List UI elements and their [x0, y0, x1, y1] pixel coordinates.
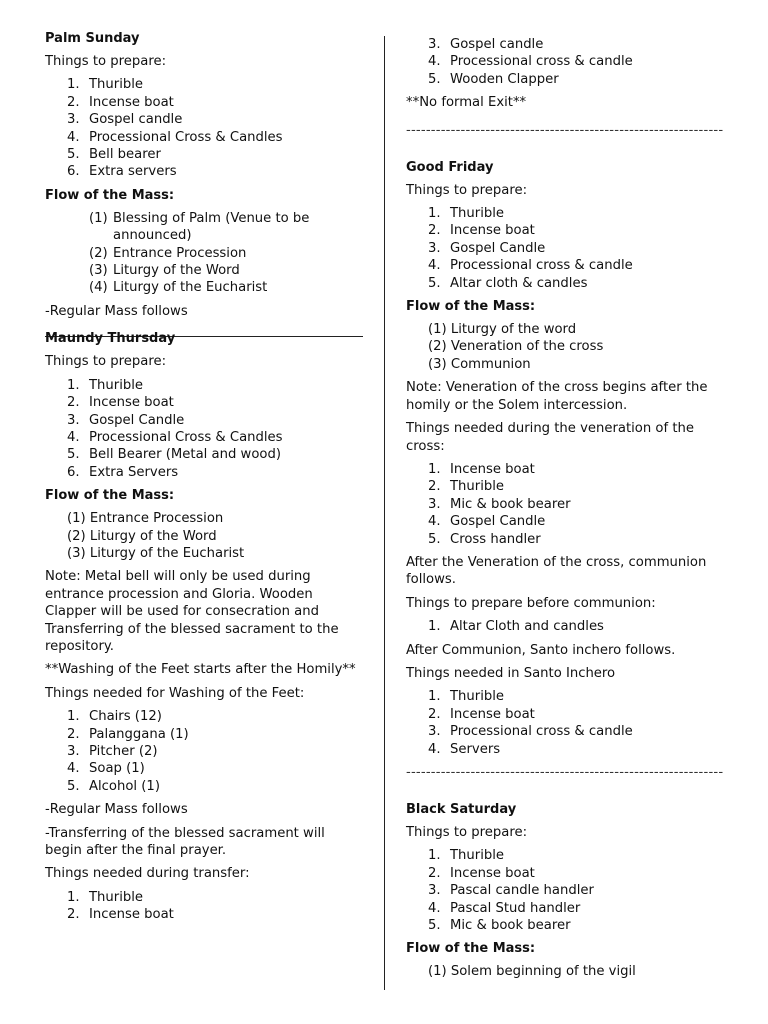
list-item-text: Processional Cross & Candles — [89, 129, 283, 145]
list-item-text: Servers — [450, 741, 501, 757]
maundy-washing-note: **Washing of the Feet starts after the Homily** — [45, 662, 356, 678]
maundy-transfer-label: Things needed during transfer: — [45, 866, 250, 882]
list-number: 4. — [67, 129, 80, 145]
list-number: 6. — [67, 464, 80, 480]
list-item — [406, 531, 724, 548]
list-number: 2. — [67, 395, 80, 411]
palm-sunday-heading: Palm Sunday — [45, 31, 140, 46]
list-number: 1. — [428, 848, 441, 864]
list-item — [406, 478, 724, 495]
list-item-text: Thurible — [450, 206, 505, 222]
list-item-text: Thurible — [450, 479, 505, 495]
maundy-transfer-list-b — [406, 36, 724, 88]
list-item-text: Extra Servers — [89, 464, 179, 480]
maundy-note: Note: Metal bell will only be used during entrance procession and Gloria. Wooden Clapper will be used for consecration and Transferring of the blessed sacrament to the repository. — [45, 569, 339, 654]
list-item — [406, 36, 724, 53]
list-number: 3. — [67, 744, 80, 759]
friday-veneration-label: Things needed during the veneration of the cross: — [406, 421, 694, 454]
list-item-text: Gospel Candle — [89, 412, 185, 428]
list-number: 2. — [67, 726, 80, 742]
friday-after-veneration: After the Veneration of the cross, communion follows. — [406, 554, 707, 588]
list-item-text: Processional cross & candle — [450, 54, 633, 70]
list-item-text: Processional Cross & Candles — [89, 429, 283, 445]
list-item — [406, 723, 724, 740]
maundy-thursday-heading: Maundy Thursday — [45, 331, 176, 347]
list-number: 2. — [428, 223, 441, 239]
list-item — [45, 111, 363, 128]
list-item-text: Incense boat — [450, 223, 535, 239]
list-number: 1. — [67, 889, 80, 905]
list-item-text: Incense boat — [450, 865, 535, 881]
saturday-prepare-label: Things to prepare: — [406, 825, 528, 840]
list-item-text: Thurible — [89, 889, 144, 905]
list-item: (2) Liturgy of the Word — [67, 528, 217, 544]
list-number: 5. — [428, 275, 441, 291]
list-item-text: Incense boat — [89, 395, 174, 411]
list-item-text: Thurible — [89, 377, 144, 393]
list-item-text: Incense boat — [89, 907, 174, 923]
list-item — [406, 71, 724, 88]
friday-veneration-list — [406, 461, 724, 548]
maundy-washing-list — [45, 708, 363, 795]
list-item — [45, 129, 363, 146]
list-item-text: Altar Cloth and candles — [450, 619, 604, 635]
friday-flow-list — [406, 321, 724, 373]
list-item — [406, 882, 724, 899]
friday-before-comm-list — [406, 618, 724, 635]
list-number: 2. — [428, 706, 441, 722]
list-item-text: Palanggana (1) — [89, 726, 189, 742]
list-item — [406, 240, 724, 257]
list-number: 4. — [428, 741, 441, 757]
list-number: 3. — [428, 37, 441, 52]
list-item-text: Altar cloth & candles — [450, 275, 588, 291]
list-item-text: Cross handler — [450, 531, 541, 547]
palm-footer: -Regular Mass follows — [45, 303, 188, 319]
list-item: (1) Solem beginning of the vigil — [428, 964, 636, 980]
saturday-flow-list — [406, 963, 724, 980]
maundy-transfer-note: -Transferring of the blessed sacrament will begin after the final prayer. — [45, 825, 325, 859]
list-item-text: Mic & book bearer — [450, 918, 571, 934]
list-number: 4. — [428, 54, 441, 70]
list-item — [45, 76, 363, 93]
list-item — [45, 889, 363, 906]
list-number: 4. — [428, 514, 441, 530]
list-item: (1) Blessing of Palm (Venue to be announced) — [89, 210, 310, 244]
list-number: 5. — [67, 147, 80, 163]
list-item — [406, 688, 724, 705]
list-number: 5. — [67, 447, 80, 463]
maundy-transfer-list-a — [45, 889, 363, 924]
palm-prepare-label: Things to prepare: — [45, 54, 167, 69]
list-number: 3. — [428, 724, 441, 740]
list-item-text: Incense boat — [89, 94, 174, 110]
list-item-text: Incense boat — [450, 461, 535, 477]
friday-flow-heading: Flow of the Mass: — [406, 299, 536, 315]
list-item — [406, 917, 724, 934]
list-item-text: Thurible — [89, 77, 144, 93]
palm-flow-list — [45, 210, 363, 297]
list-item — [406, 496, 724, 513]
list-number: 1. — [428, 461, 441, 477]
list-number: 5. — [428, 71, 441, 87]
palm-prepare-list — [45, 76, 363, 180]
list-item-text: Thurible — [450, 689, 505, 705]
list-item: (4) Liturgy of the Eucharist — [89, 280, 268, 296]
list-item — [45, 146, 363, 163]
saturday-flow-heading: Flow of the Mass: — [406, 941, 536, 957]
list-item-text: Gospel Candle — [450, 514, 546, 530]
list-item-text: Gospel candle — [450, 37, 544, 52]
list-item — [45, 412, 363, 429]
list-item-text: Wooden Clapper — [450, 71, 559, 87]
list-item-text: Thurible — [450, 848, 505, 864]
list-item — [45, 429, 363, 446]
left-column — [45, 30, 363, 930]
list-item: (3) Communion — [428, 356, 531, 372]
list-item-text: Alcohol (1) — [89, 778, 160, 794]
list-item — [406, 257, 724, 274]
list-number: 2. — [428, 865, 441, 881]
list-item-text: Mic & book bearer — [450, 496, 571, 512]
list-item: (1) Liturgy of the word — [428, 322, 577, 338]
list-item — [45, 394, 363, 411]
good-friday-heading: Good Friday — [406, 159, 494, 175]
right-column — [406, 36, 724, 987]
list-item — [45, 94, 363, 111]
list-number: 2. — [67, 907, 80, 923]
list-item — [406, 618, 724, 635]
list-number: 1. — [67, 377, 80, 393]
list-item-text: Gospel candle — [89, 112, 183, 128]
list-item-text: Chairs (12) — [89, 709, 162, 725]
list-item — [406, 900, 724, 917]
list-item-text: Extra servers — [89, 164, 177, 180]
list-item — [45, 446, 363, 463]
list-number: 2. — [428, 479, 441, 495]
list-item — [45, 726, 363, 743]
list-number: 1. — [428, 689, 441, 705]
list-item: (2) Veneration of the cross — [428, 339, 604, 355]
list-number: 4. — [428, 258, 441, 274]
list-item-text: Gospel Candle — [450, 240, 546, 256]
list-number: 4. — [67, 429, 80, 445]
dashed-divider-2: ---------------------------------------------------------------- — [406, 765, 724, 780]
friday-prepare-label: Things to prepare: — [406, 182, 528, 198]
list-item — [45, 464, 363, 481]
dashed-divider: ---------------------------------------------------------------- — [406, 122, 724, 138]
list-item — [406, 865, 724, 882]
friday-inchero-list — [406, 688, 724, 758]
list-item-text: Processional cross & candle — [450, 724, 633, 740]
list-item — [45, 743, 363, 760]
list-item: (3) Liturgy of the Word — [89, 263, 240, 279]
maundy-flow-list — [45, 510, 363, 562]
list-number: 4. — [428, 900, 441, 916]
list-item — [406, 847, 724, 864]
list-number: 3. — [428, 496, 441, 512]
list-item: (2) Entrance Procession — [89, 245, 247, 261]
list-item — [45, 377, 363, 394]
saturday-prepare-list — [406, 847, 724, 934]
list-number: 5. — [428, 531, 441, 547]
list-number: 1. — [67, 77, 80, 93]
maundy-no-exit: **No formal Exit** — [406, 95, 527, 111]
list-item-text: Pascal candle handler — [450, 883, 594, 899]
palm-flow-heading: Flow of the Mass: — [45, 187, 175, 203]
black-saturday-heading: Black Saturday — [406, 802, 517, 817]
list-item — [406, 706, 724, 723]
list-item: (3) Liturgy of the Eucharist — [67, 545, 245, 561]
list-item — [45, 708, 363, 725]
list-number: 3. — [428, 240, 441, 256]
list-item — [406, 53, 724, 70]
list-item — [45, 760, 363, 777]
list-item-text: Pascal Stud handler — [450, 900, 581, 916]
list-number: 3. — [67, 112, 80, 128]
list-number: 5. — [428, 918, 441, 934]
friday-before-comm-label: Things to prepare before communion: — [406, 595, 656, 611]
list-number: 6. — [67, 164, 80, 180]
friday-prepare-list — [406, 205, 724, 292]
list-item — [406, 205, 724, 222]
maundy-prepare-label: Things to prepare: — [45, 354, 167, 370]
maundy-regular: -Regular Mass follows — [45, 802, 188, 818]
list-number: 1. — [428, 619, 441, 635]
list-item-text: Bell bearer — [89, 147, 161, 163]
list-item — [406, 222, 724, 239]
list-number: 3. — [428, 883, 441, 899]
list-number: 1. — [428, 206, 441, 222]
maundy-washing-label: Things needed for Washing of the Feet: — [45, 685, 305, 701]
list-number: 1. — [67, 709, 80, 725]
list-number: 4. — [67, 761, 80, 777]
list-item — [45, 906, 363, 923]
friday-note: Note: Veneration of the cross begins after the homily or the Solem intercession. — [406, 380, 708, 413]
list-item: (1) Entrance Procession — [67, 511, 224, 527]
list-number: 3. — [67, 412, 80, 428]
maundy-flow-heading: Flow of the Mass: — [45, 488, 175, 504]
list-item-text: Soap (1) — [89, 761, 145, 777]
list-item-text: Incense boat — [450, 706, 535, 722]
list-item — [406, 275, 724, 292]
list-item — [45, 778, 363, 795]
list-number: 5. — [67, 778, 80, 794]
list-item-text: Processional cross & candle — [450, 258, 633, 274]
column-divider — [384, 36, 385, 990]
list-number: 2. — [67, 94, 80, 110]
friday-inchero-label: Things needed in Santo Inchero — [406, 665, 616, 681]
list-item — [406, 461, 724, 478]
friday-after-comm: After Communion, Santo inchero follows. — [406, 642, 676, 658]
list-item — [45, 163, 363, 180]
list-item — [406, 513, 724, 530]
list-item-text: Bell Bearer (Metal and wood) — [89, 447, 281, 463]
list-item — [406, 741, 724, 758]
maundy-prepare-list — [45, 377, 363, 481]
list-item-text: Pitcher (2) — [89, 744, 158, 759]
